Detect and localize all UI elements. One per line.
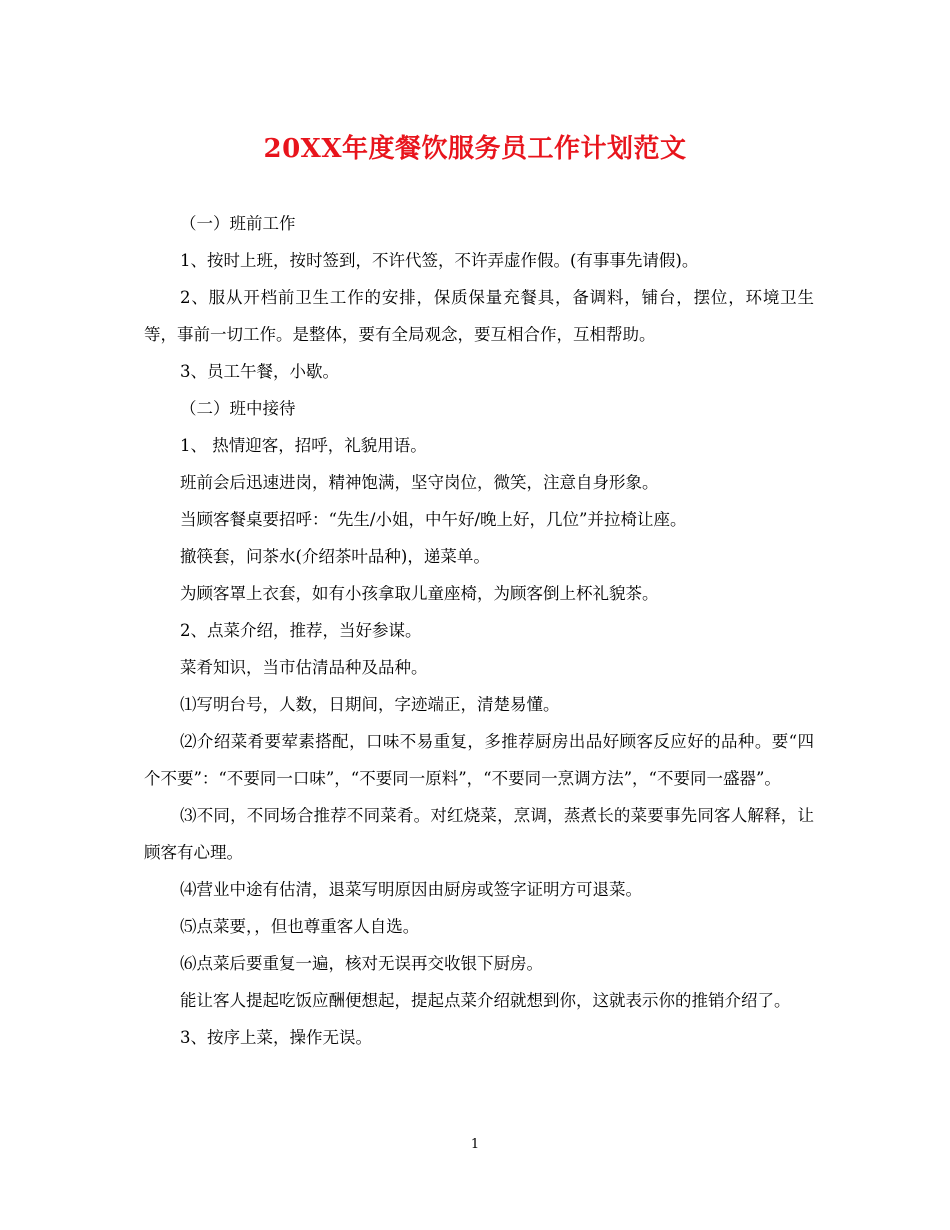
paragraph: ⑸点菜要，，但也尊重客人自选。 [180,917,420,936]
page-number: 1 [470,1137,480,1152]
paragraph: 1、按时上班，按时签到，不许代签，不许弄虚作假。(有事事先请假)。 [180,251,699,270]
paragraph: 2、点菜介绍，推荐，当好参谋。 [180,621,422,640]
paragraph: 班前会后迅速进岗，精神饱满，坚守岗位，微笑，注意自身形象。 [180,473,659,492]
paragraph: 当顾客餐桌要招呼：“先生/小姐，中午好/晚上好，几位”并拉椅让座。 [180,510,687,529]
paragraph: ⑵介绍菜肴要荤素搭配，口味不易重复，多推荐厨房出品好顾客反应好的品种。要“四个不要”：“不要同一口味”，“不要同一原料”，“不要同一烹调方法”，“不要同一盛器”。 [144,732,814,788]
paragraph: 1、 热情迎客，招呼，礼貌用语。 [180,436,427,455]
section-heading: （二）班中接待 [180,399,296,418]
paragraph: 为顾客罩上衣套，如有小孩拿取儿童座椅，为顾客倒上杯礼貌茶。 [180,584,659,603]
paragraph: ⑴写明台号，人数，日期间，字迹端正，清楚易懂。 [180,695,560,714]
paragraph: 3、员工午餐，小歇。 [180,362,339,381]
paragraph: 能让客人提起吃饭应酬便想起，提起点菜介绍就想到你，这就表示你的推销介绍了。 [180,991,791,1010]
paragraph: ⑶不同，不同场合推荐不同菜肴。对红烧菜，烹调，蒸煮长的菜要事先同客人解释，让顾客有心理。 [144,806,814,862]
paragraph: ⑷营业中途有估清，退菜写明原因由厨房或签字证明方可退菜。 [180,880,642,899]
document-title: 20XX年度餐饮服务员工作计划范文 [263,134,687,164]
document-body [144,205,814,1056]
paragraph: 撤筷套，问茶水(介绍茶叶品种)，递菜单。 [180,547,490,566]
paragraph: 菜肴知识，当市估清品种及品种。 [180,658,428,677]
paragraph: ⑹点菜后要重复一遍，核对无误再交收银下厨房。 [180,954,543,973]
paragraph: 3、按序上菜，操作无误。 [180,1028,372,1047]
section-heading: （一）班前工作 [180,214,296,233]
paragraph: 2、服从开档前卫生工作的安排，保质保量充餐具，备调料，铺台，摆位，环境卫生等，事前一切工作。是整体，要有全局观念，要互相合作，互相帮助。 [144,288,814,344]
